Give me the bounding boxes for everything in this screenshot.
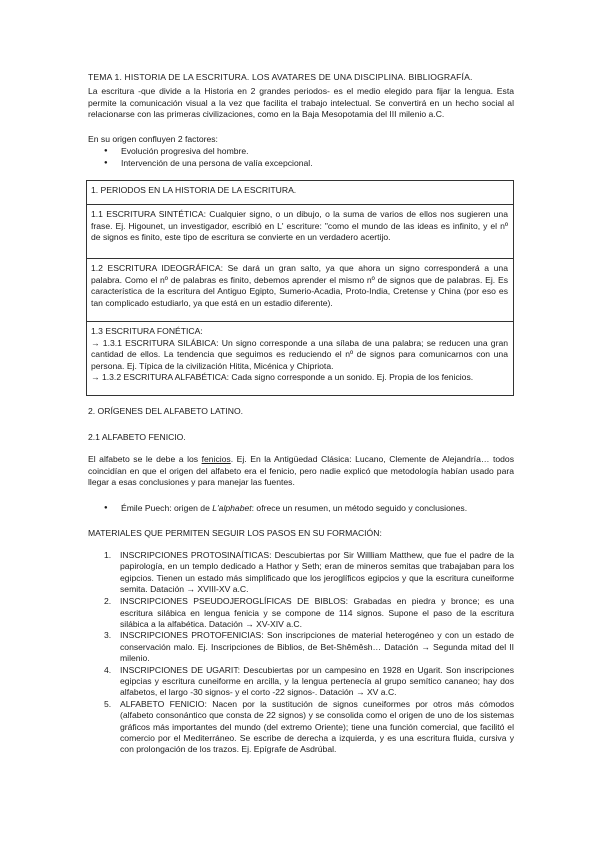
item-label: INSCRIPCIONES PSEUDOJEROGLÍFICAS DE BIBLOS:: [120, 596, 349, 607]
puech-text-start: Émile Puech: origen de: [121, 503, 213, 513]
silabica-label: → 1.3.1 ESCRITURA SILÁBICA:: [91, 337, 219, 348]
list-item: ● Intervención de una persona de valía excepcional.: [104, 158, 504, 170]
alfabetica-entry: [91, 372, 508, 384]
item-text: Descubiertas por un campesino en 1928 en Ugarit. Son inscripciones egipcias y escritura cuneiforme en arcilla, y la lengua pertenecía al grupo semítico cananeo; hay dos alfabetos, el largo -30 signos- y el corto -22 signos-. Datación → XV a.C.: [120, 664, 515, 698]
item-number: 1.: [104, 550, 112, 560]
factors-list: [104, 146, 504, 169]
sintetica-cell: [87, 205, 514, 259]
materials-heading: MATERIALES QUE PERMITEN SEGUIR LOS PASOS EN SU FORMACIÓN:: [88, 528, 382, 538]
item-label: INSCRIPCIONES DE UGARIT:: [120, 664, 241, 675]
item-text: Descubiertas por Sir Willliam Matthew, que fue el padre de la papirología, en un templo dedicado a Hathor y Seth; eran de mineros semitas que trabajaban para los egipcios. Tienen un estado más simplificado que los jeroglíficos egipcios y que la escritura cuneiforme semita. Datación → XVIII-XV a.C.: [120, 550, 514, 595]
periods-heading-cell: [87, 181, 514, 205]
periods-heading: 1. PERIODOS EN LA HISTORIA DE LA ESCRITURA.: [91, 185, 297, 195]
item-label: ALFABETO FENICIO:: [120, 698, 207, 709]
alfabetica-label: → 1.3.2 ESCRITURA ALFABÉTICA:: [91, 372, 230, 383]
intro-paragraph: La escritura -que divide a la Historia en 2 grandes periodos- es el medio elegido para fijar la lengua. Esta permite la comunicación visual a la vez que facilita el trabajo intelectual. Se convertirá en un hecho social al relacionarse con las primeras civilizaciones, como en la Baja Mesopotamia del III milenio a.C.: [88, 86, 514, 120]
table-row: [87, 259, 514, 322]
table-row: [87, 181, 514, 205]
document-title: TEMA 1. HISTORIA DE LA ESCRITURA. LOS AVATARES DE UNA DISCIPLINA. BIBLIOGRAFÍA.: [88, 72, 473, 82]
list-item: [104, 503, 514, 515]
item-number: 3.: [104, 630, 112, 641]
ideografica-label: 1.2 ESCRITURA IDEOGRÁFICA:: [91, 263, 223, 273]
sintetica-text: Cualquier signo, o un dibujo, o la suma de varios de ellos nos sugieren una frase. Ej. Higounet, un investigador, escribió en L' escriture: "como el mundo de las ideas es infinito, y el nº de signos es finito, este tipo de escritura se convierte en un verdadero acertijo.: [91, 209, 508, 243]
list-item: [96, 596, 514, 630]
puech-text-end: : ofrece un resumen, un método seguido y conclusiones.: [251, 503, 468, 513]
periods-table: [86, 180, 514, 396]
ideografica-text: Se dará un gran salto, ya que ahora un signo corresponderá a una palabra. Como el nº de palabras es finito, debemos aprender el mismo nº de signos que de palabras. Ej. Es característica de la escritura del Antiguo Egipto, Sumerio-Acadia, Proto-India, Cretense y China (por eso es tan complicado estudiarlo, ya que está en un estadio diferente).: [91, 263, 508, 308]
section-2-heading: 2. ORÍGENES DEL ALFABETO LATINO.: [88, 406, 244, 416]
table-row: [87, 322, 514, 396]
item-label: INSCRIPCIONES PROTOFENICIAS:: [120, 630, 264, 641]
puech-book-title: L'alphabet: [212, 503, 252, 513]
list-item: ● Evolución progresiva del hombre.: [104, 146, 504, 158]
item-text: Son inscripciones de material heterogéneo y con un estado de conservación malo. Ej. Inscripciones de Biblios, de Bet-Shêmêsh… Datación → Segunda mitad del II milenio.: [120, 630, 514, 664]
factors-intro: En su origen confluyen 2 factores:: [88, 134, 218, 144]
list-item: [96, 550, 514, 596]
sintetica-label: 1.1 ESCRITURA SINTÉTICA:: [91, 209, 206, 219]
item-text: Nacen por la sustitución de signos cuneiformes por otros más cómodos (alfabeto consonántico que consta de 22 signos) y se consolida como el origen de uno de los sistemas gráficos más importantes del mundo (del extremo Oriente); tiene una función comercial, que facilitó el comercio por el Mediterráneo. Se escribe de derecha a izquierda, y es una escritura fluida, cursiva y con prolongación de los trazos. Ej. Epígrafe de Asdrúbal.: [120, 698, 514, 755]
section-2-1-heading: 2.1 ALFABETO FENICIO.: [88, 432, 186, 442]
fenicio-text-end: . Ej. En la Antigüedad Clásica: Lucano, Clemente de Alejandría… todos coincidían en que el origen del alfabeto era el fenicio, pero nadie explicó que metodología habían usado para llegar a esas conclusiones y para manejar las fuentes.: [88, 454, 514, 488]
fenicio-text-start: El alfabeto se le debe a los: [88, 454, 202, 464]
item-label: INSCRIPCIONES PROTOSINAÍTICAS:: [120, 550, 272, 560]
fenicio-paragraph: [88, 454, 514, 489]
item-number: 5.: [104, 698, 112, 709]
list-item: [96, 630, 514, 664]
puech-list: [104, 503, 514, 515]
fonetica-label: 1.3 ESCRITURA FONÉTICA:: [91, 326, 203, 336]
table-row: [87, 205, 514, 259]
fenicios-link[interactable]: fenicios: [201, 454, 231, 464]
list-item: [96, 665, 514, 699]
fonetica-cell: [87, 322, 514, 396]
silabica-text: Un signo corresponde a una sílaba de una palabra; se reducen una gran cantidad de ellos. La tendencia que seguimos es reduciendo el nº de signos para comunicarnos con una persona. Ej. Típica de la civilización Hitita, Micénica y Chipriota.: [91, 337, 508, 371]
ideografica-cell: [87, 259, 514, 322]
item-text: Grabadas en piedra y bronce; es una escritura silábica en lengua fenicia y se compone de 114 signos. Supone el paso de la escritura silábica a la alfabética. Datación → XV-XIV a.C.: [120, 596, 515, 629]
alfabetica-text: Cada signo corresponde a un sonido. Ej. Propia de los fenicios.: [231, 372, 474, 383]
silabica-entry: [91, 338, 508, 373]
item-number: 2.: [104, 596, 112, 607]
materials-list: [96, 550, 514, 756]
list-item: [96, 699, 514, 756]
item-number: 4.: [104, 664, 112, 675]
